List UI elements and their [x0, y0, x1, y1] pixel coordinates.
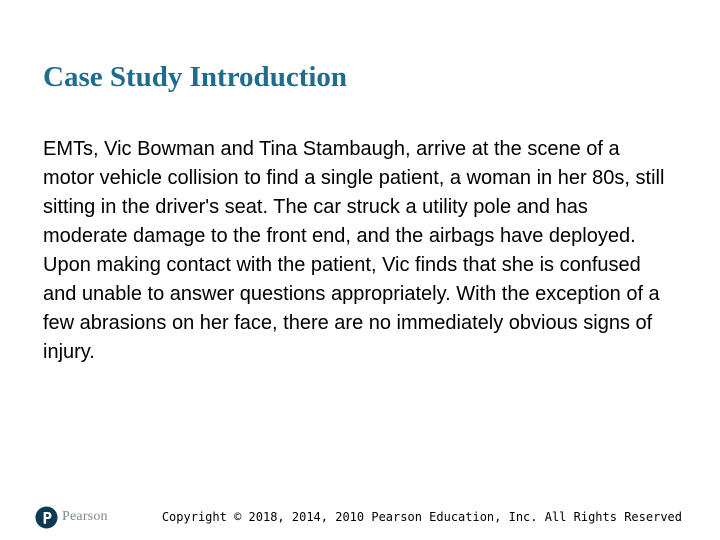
- pearson-logo-text: Pearson: [62, 509, 108, 524]
- copyright-notice: Copyright © 2018, 2014, 2010 Pearson Education, Inc. All Rights Reserved: [161, 510, 682, 524]
- slide-title: Case Study Introduction: [43, 61, 348, 93]
- case-study-text: EMTs, Vic Bowman and Tina Stambaugh, arrive at the scene of a motor vehicle collision to find a single patient, a woman in her 80s, still sitting in the driver's seat. The car struck a utility pole and has moderate damage to the front end, and the airbags have deployed. Upon making contact with the patient, Vic finds that she is confused and unable to answer questions appropriately. With the exception of a few abrasions on her face, there are no immediately obvious signs of injury.: [43, 138, 665, 363]
- pearson-logo: [35, 505, 108, 529]
- pearson-logo-icon: [35, 506, 58, 529]
